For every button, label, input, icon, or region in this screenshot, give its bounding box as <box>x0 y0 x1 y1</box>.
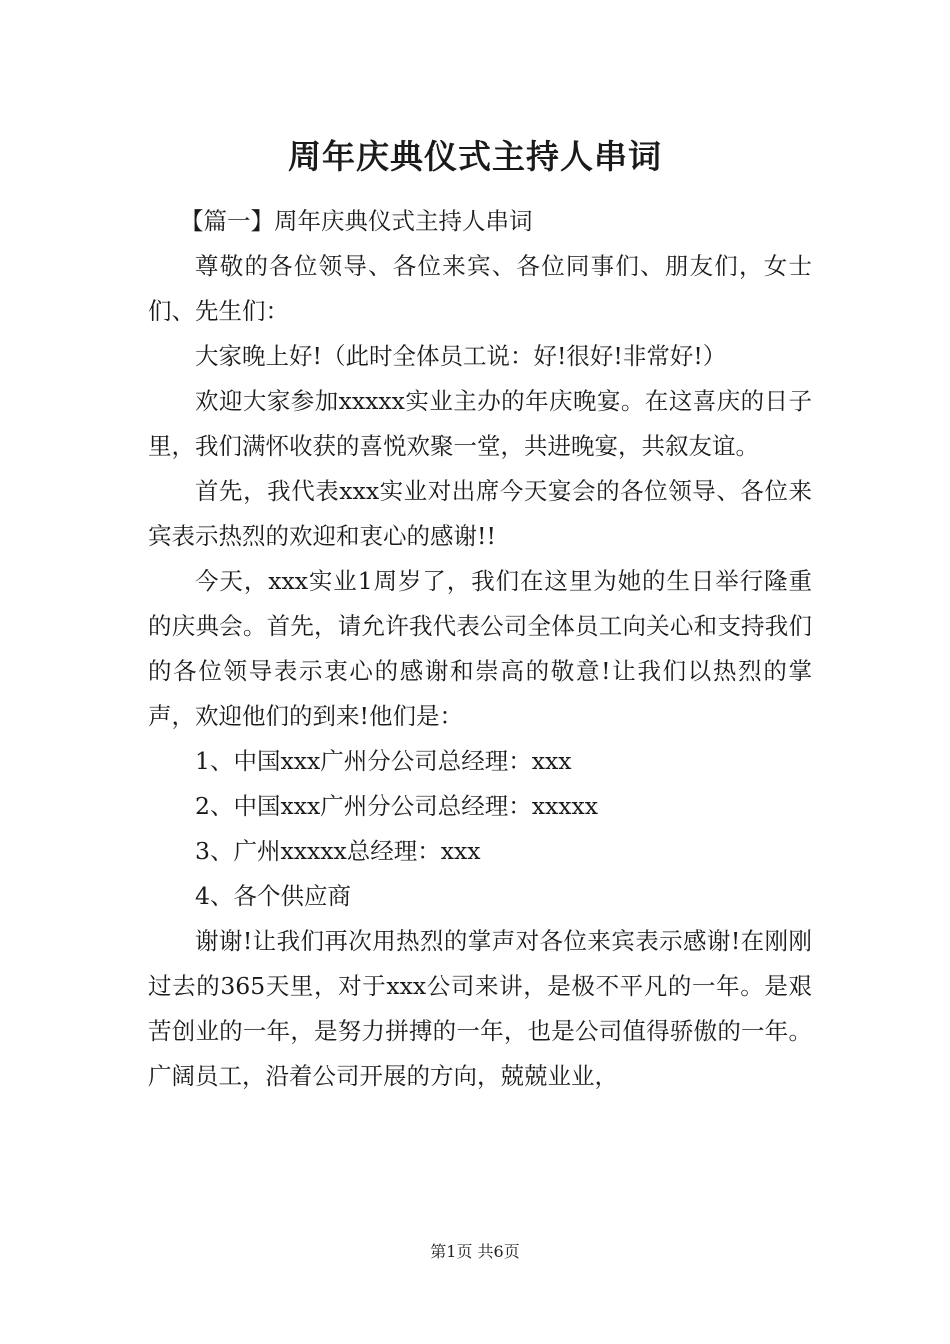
guest-list-item: 1、中国xxx广州分公司总经理：xxx <box>195 747 572 775</box>
paragraph-review: 谢谢!让我们再次用热烈的掌声对各位来宾表示感谢!在刚刚过去的365天里，对于xxx公司来讲，是极不平凡的一年。是艰苦创业的一年，是努力拼搏的一年，也是公司值得骄傲的一年。广阔员工，沿着公司开展的方向，兢兢业业， <box>148 927 812 1090</box>
guest-list-item: 3、广州xxxxx总经理：xxx <box>195 837 481 865</box>
paragraph-welcome: 欢迎大家参加xxxxx实业主办的年庆晚宴。在这喜庆的日子里，我们满怀收获的喜悦欢聚一堂，共进晚宴，共叙友谊。 <box>148 387 812 460</box>
paragraph-good-evening: 大家晚上好!（此时全体员工说：好!很好!非常好!） <box>195 342 727 370</box>
guest-list-item: 4、各个供应商 <box>195 882 351 910</box>
section-heading: 【篇一】周年庆典仪式主持人串词 <box>180 207 533 235</box>
document-body <box>148 199 812 1099</box>
paragraph-anniversary: 今天，xxx实业1周岁了，我们在这里为她的生日举行隆重的庆典会。首先，请允许我代表公司全体员工向关心和支持我们的各位领导表示衷心的感谢和崇高的敬意!让我们以热烈的掌声，欢迎他们的到来!他们是： <box>148 567 812 730</box>
paragraph-thanks: 首先，我代表xxx实业对出席今天宴会的各位领导、各位来宾表示热烈的欢迎和衷心的感谢!! <box>148 477 812 550</box>
page-number-footer: 第1页 共6页 <box>430 1242 520 1261</box>
guest-list-item: 2、中国xxx广州分公司总经理：xxxxx <box>195 792 598 820</box>
document-title: 周年庆典仪式主持人串词 <box>288 137 662 176</box>
paragraph-greeting: 尊敬的各位领导、各位来宾、各位同事们、朋友们，女士们、先生们： <box>148 252 812 325</box>
